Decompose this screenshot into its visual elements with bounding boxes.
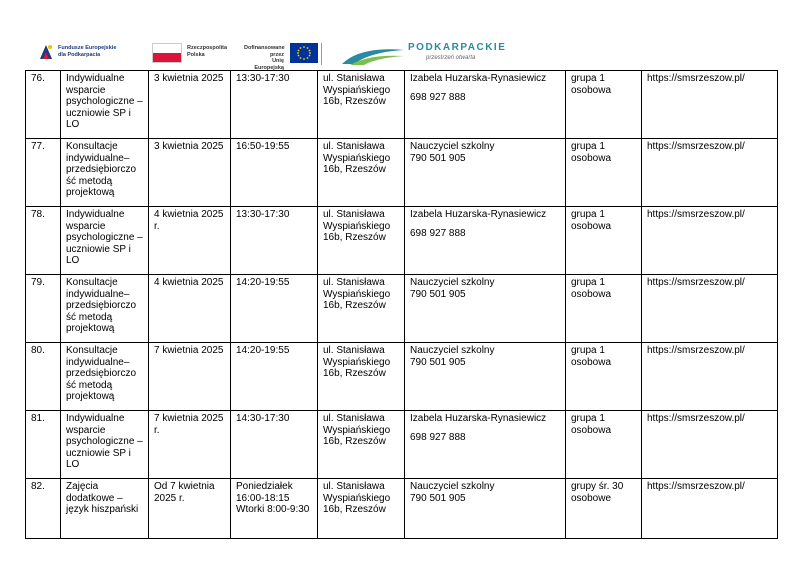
website-link[interactable]: https://smsrzeszow.pl/ [642, 71, 778, 139]
contact-cell [405, 411, 566, 479]
activity-name: Zajęcia dodatkowe – język hiszpański [61, 479, 149, 539]
contact-person: Nauczyciel szkolny [410, 277, 495, 288]
podkarpackie-logo [340, 40, 510, 68]
podkarpackie-text: PODKARPACKIE [408, 42, 507, 53]
activity-date: Od 7 kwietnia 2025 r. [149, 479, 231, 539]
header-divider [321, 43, 322, 65]
eu-flag-icon [290, 43, 318, 63]
activity-place: ul. Stanisława Wyspiańskiego 16b, Rzeszów [318, 411, 405, 479]
contact-person: Izabela Huzarska-Rynasiewicz [410, 413, 547, 424]
activity-time: 14:30-17:30 [231, 411, 318, 479]
activity-date: 3 kwietnia 2025 [149, 139, 231, 207]
contact-phone: 698 927 888 [410, 91, 466, 103]
table-row [26, 343, 778, 411]
group-size: grupa 1 osobowa [566, 71, 642, 139]
activity-time: 13:30-17:30 [231, 71, 318, 139]
eu-logo [244, 43, 314, 71]
fe-logo-text: Fundusze Europejskie dla Podkarpacia [58, 45, 117, 58]
fundusze-europejskie-logo [38, 43, 138, 65]
table-row [26, 207, 778, 275]
activity-time: 14:20-19:55 [231, 343, 318, 411]
contact-phone: 790 501 905 [410, 356, 466, 368]
activity-time: 14:20-19:55 [231, 275, 318, 343]
activity-place: ul. Stanisława Wyspiańskiego 16b, Rzeszów [318, 207, 405, 275]
activity-name: Konsultacje indywidualne– przedsiębiorczo ść metodą projektową [61, 275, 149, 343]
activity-name: Konsultacje indywidualne– przedsiębiorczo ść metodą projektową [61, 343, 149, 411]
table-row [26, 275, 778, 343]
group-size: grupa 1 osobowa [566, 139, 642, 207]
contact-phone: 698 927 888 [410, 227, 466, 239]
contact-person: Izabela Huzarska-Rynasiewicz [410, 209, 547, 220]
activity-date: 4 kwietnia 2025 [149, 275, 231, 343]
activity-name: Indywidualne wsparcie psychologiczne – uczniowie SP i LO [61, 411, 149, 479]
contact-person: Nauczyciel szkolny [410, 345, 495, 356]
row-number: 79. [26, 275, 61, 343]
group-size: grupy śr. 30 osobowe [566, 479, 642, 539]
row-number: 82. [26, 479, 61, 539]
website-link[interactable]: https://smsrzeszow.pl/ [642, 343, 778, 411]
activity-time: Poniedziałek 16:00-18:15 Wtorki 8:00-9:30 [231, 479, 318, 539]
rzeczpospolita-logo [152, 43, 232, 65]
table-row [26, 71, 778, 139]
activity-time: 16:50-19:55 [231, 139, 318, 207]
contact-person: Izabela Huzarska-Rynasiewicz [410, 73, 547, 84]
activity-date: 3 kwietnia 2025 [149, 71, 231, 139]
fe-star-icon [38, 43, 54, 61]
podkarpackie-wave-icon [340, 44, 406, 66]
group-size: grupa 1 osobowa [566, 275, 642, 343]
contact-cell [405, 275, 566, 343]
activity-place: ul. Stanisława Wyspiańskiego 16b, Rzeszów [318, 71, 405, 139]
podkarpackie-tagline: przestrzeń otwarta [426, 55, 476, 61]
activity-name: Indywidualne wsparcie psychologiczne – uczniowie SP i LO [61, 207, 149, 275]
group-size: grupa 1 osobowa [566, 207, 642, 275]
row-number: 81. [26, 411, 61, 479]
contact-phone: 790 501 905 [410, 152, 466, 164]
polish-flag-icon [152, 43, 182, 63]
activity-time: 13:30-17:30 [231, 207, 318, 275]
contact-phone: 790 501 905 [410, 288, 466, 300]
contact-phone: 698 927 888 [410, 431, 466, 443]
activity-date: 4 kwietnia 2025 r. [149, 207, 231, 275]
website-link[interactable]: https://smsrzeszow.pl/ [642, 275, 778, 343]
website-link[interactable]: https://smsrzeszow.pl/ [642, 411, 778, 479]
activity-place: ul. Stanisława Wyspiańskiego 16b, Rzeszów [318, 139, 405, 207]
row-number: 80. [26, 343, 61, 411]
schedule-table [25, 70, 778, 539]
group-size: grupa 1 osobowa [566, 343, 642, 411]
activity-place: ul. Stanisława Wyspiańskiego 16b, Rzeszów [318, 479, 405, 539]
group-size: grupa 1 osobowa [566, 411, 642, 479]
rp-logo-text: Rzeczpospolita Polska [187, 45, 228, 58]
activity-name: Indywidualne wsparcie psychologiczne – uczniowie SP i LO [61, 71, 149, 139]
contact-phone: 790 501 905 [410, 492, 466, 504]
row-number: 78. [26, 207, 61, 275]
contact-cell [405, 479, 566, 539]
contact-person: Nauczyciel szkolny [410, 141, 495, 152]
contact-cell [405, 343, 566, 411]
activity-date: 7 kwietnia 2025 r. [149, 411, 231, 479]
table-row [26, 479, 778, 539]
row-number: 77. [26, 139, 61, 207]
document-header [0, 0, 800, 72]
contact-cell [405, 71, 566, 139]
table-row [26, 139, 778, 207]
website-link[interactable]: https://smsrzeszow.pl/ [642, 139, 778, 207]
activity-name: Konsultacje indywidualne– przedsiębiorczo ść metodą projektową [61, 139, 149, 207]
activity-date: 7 kwietnia 2025 [149, 343, 231, 411]
website-link[interactable]: https://smsrzeszow.pl/ [642, 479, 778, 539]
website-link[interactable]: https://smsrzeszow.pl/ [642, 207, 778, 275]
contact-person: Nauczyciel szkolny [410, 481, 495, 492]
row-number: 76. [26, 71, 61, 139]
contact-cell [405, 207, 566, 275]
activity-place: ul. Stanisława Wyspiańskiego 16b, Rzeszów [318, 275, 405, 343]
activity-place: ul. Stanisława Wyspiańskiego 16b, Rzeszów [318, 343, 405, 411]
table-row [26, 411, 778, 479]
contact-cell [405, 139, 566, 207]
eu-logo-text: Dofinansowane przez Unię Europejską [244, 45, 285, 71]
